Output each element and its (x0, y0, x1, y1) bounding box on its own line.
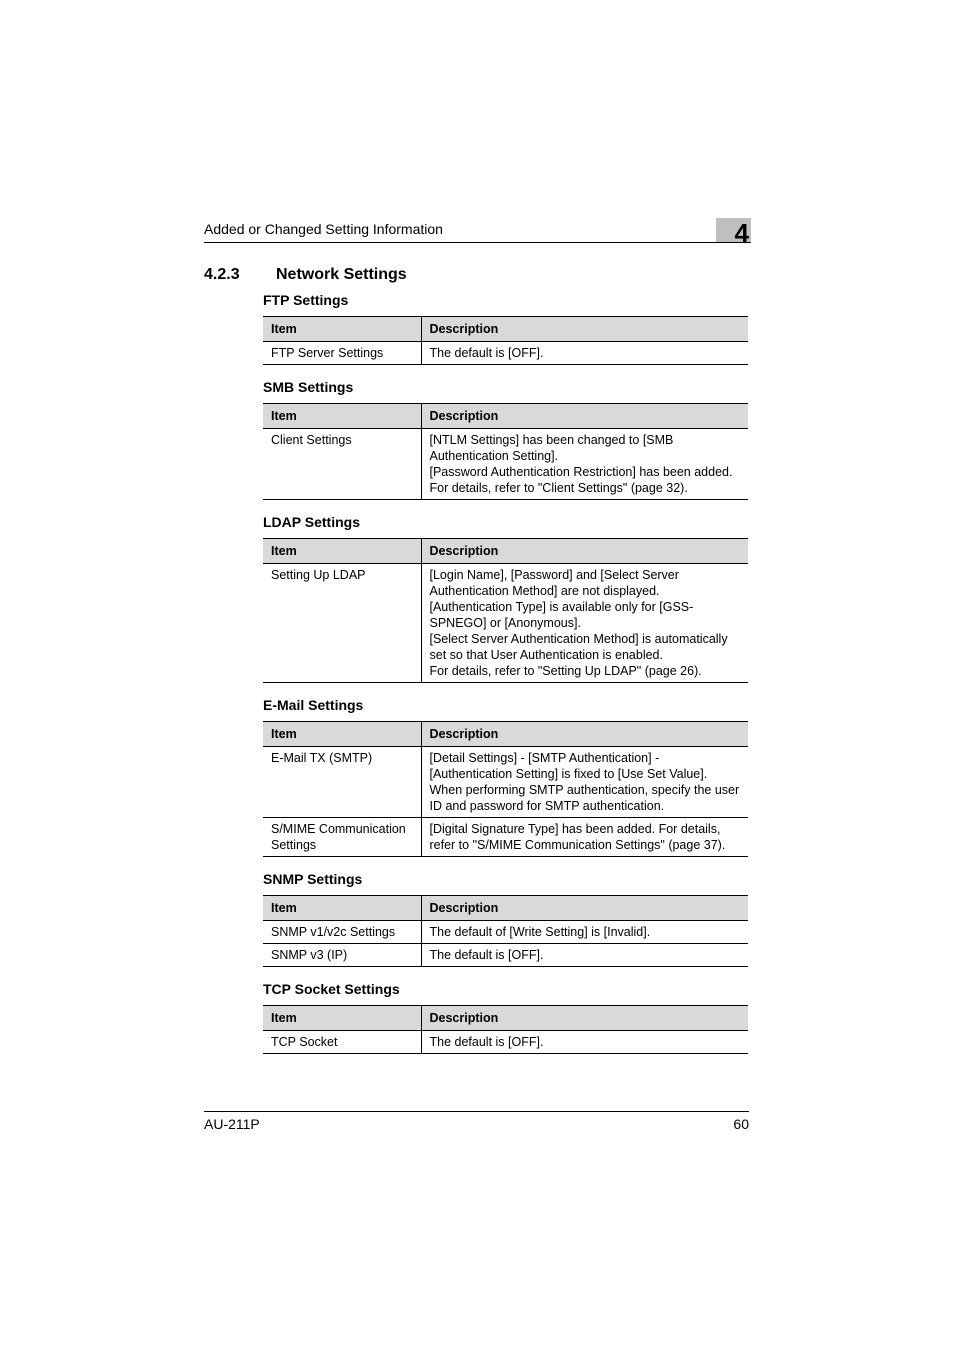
footer-model: AU-211P (204, 1116, 260, 1132)
table-header-row (263, 317, 748, 342)
table-heading: SMB Settings (263, 379, 354, 395)
description-cell (421, 747, 748, 818)
table-heading: TCP Socket Settings (263, 981, 400, 997)
table-heading: FTP Settings (263, 292, 349, 308)
item-cell: SNMP v3 (IP) (263, 944, 421, 967)
description-cell (421, 429, 748, 500)
item-cell: TCP Socket (263, 1031, 421, 1054)
column-header-description: Description (421, 317, 748, 342)
description-line: [Authentication Type] is available only for [GSS-SPNEGO] or [Anonymous]. (429, 600, 694, 630)
column-header-item: Item (263, 404, 421, 429)
section-heading (204, 266, 407, 284)
description-line: For details, refer to "Setting Up LDAP" (page 26). (429, 664, 702, 678)
description-cell (421, 944, 748, 967)
item-cell: SNMP v1/v2c Settings (263, 921, 421, 944)
description-line: [Login Name], [Password] and [Select Server Authentication Method] are not displayed. (429, 568, 679, 598)
description-line: [Digital Signature Type] has been added. For details, refer to "S/MIME Communication Settings" (page 37). (429, 822, 726, 852)
table-row (263, 747, 748, 818)
settings-table (263, 895, 748, 967)
description-cell (421, 564, 748, 683)
description-line: For details, refer to "Client Settings" (page 32). (429, 481, 688, 495)
item-cell: FTP Server Settings (263, 342, 421, 365)
item-cell: S/MIME Communication Settings (263, 818, 421, 857)
table-row (263, 1031, 748, 1054)
settings-table (263, 721, 748, 857)
description-line: The default is [OFF]. (429, 346, 544, 360)
table-header-row (263, 1006, 748, 1031)
description-line: [Password Authentication Restriction] has been added. (429, 465, 733, 479)
page-footer (204, 1111, 749, 1136)
table-row (263, 818, 748, 857)
table-row (263, 564, 748, 683)
section-title: Network Settings (276, 266, 407, 283)
column-header-item: Item (263, 539, 421, 564)
column-header-description: Description (421, 896, 748, 921)
column-header-description: Description (421, 722, 748, 747)
item-cell: Client Settings (263, 429, 421, 500)
chapter-tab (716, 218, 751, 248)
description-cell (421, 1031, 748, 1054)
description-line: [Select Server Authentication Method] is automatically set so that User Authentication is enabled. (429, 632, 728, 662)
settings-tables (263, 291, 748, 1067)
item-cell: Setting Up LDAP (263, 564, 421, 683)
column-header-item: Item (263, 722, 421, 747)
column-header-item: Item (263, 896, 421, 921)
column-header-description: Description (421, 539, 748, 564)
column-header-description: Description (421, 404, 748, 429)
page-header (204, 218, 751, 248)
description-line: [Detail Settings] - [SMTP Authentication] - [Authentication Setting] is fixed to [Use Set Value]. (429, 751, 708, 781)
description-cell (421, 342, 748, 365)
settings-table (263, 403, 748, 500)
description-line: The default is [OFF]. (429, 948, 544, 962)
chapter-number: 4 (734, 218, 749, 248)
table-row (263, 429, 748, 500)
settings-table (263, 1005, 748, 1054)
column-header-description: Description (421, 1006, 748, 1031)
table-header-row (263, 722, 748, 747)
description-cell (421, 921, 748, 944)
table-header-row (263, 896, 748, 921)
header-title: Added or Changed Setting Information (204, 221, 443, 237)
description-line: The default of [Write Setting] is [Invalid]. (429, 925, 651, 939)
table-row (263, 944, 748, 967)
table-row (263, 921, 748, 944)
settings-table (263, 538, 748, 683)
section-number: 4.2.3 (204, 266, 240, 283)
table-header-row (263, 404, 748, 429)
table-heading: LDAP Settings (263, 514, 360, 530)
table-row (263, 342, 748, 365)
settings-table (263, 316, 748, 365)
description-cell (421, 818, 748, 857)
item-cell: E-Mail TX (SMTP) (263, 747, 421, 818)
description-line: The default is [OFF]. (429, 1035, 544, 1049)
page-number: 60 (733, 1116, 749, 1132)
description-line: When performing SMTP authentication, specify the user ID and password for SMTP authentication. (429, 783, 740, 813)
column-header-item: Item (263, 317, 421, 342)
column-header-item: Item (263, 1006, 421, 1031)
table-heading: E-Mail Settings (263, 697, 364, 713)
description-line: [NTLM Settings] has been changed to [SMB Authentication Setting]. (429, 433, 674, 463)
table-header-row (263, 539, 748, 564)
table-heading: SNMP Settings (263, 871, 363, 887)
